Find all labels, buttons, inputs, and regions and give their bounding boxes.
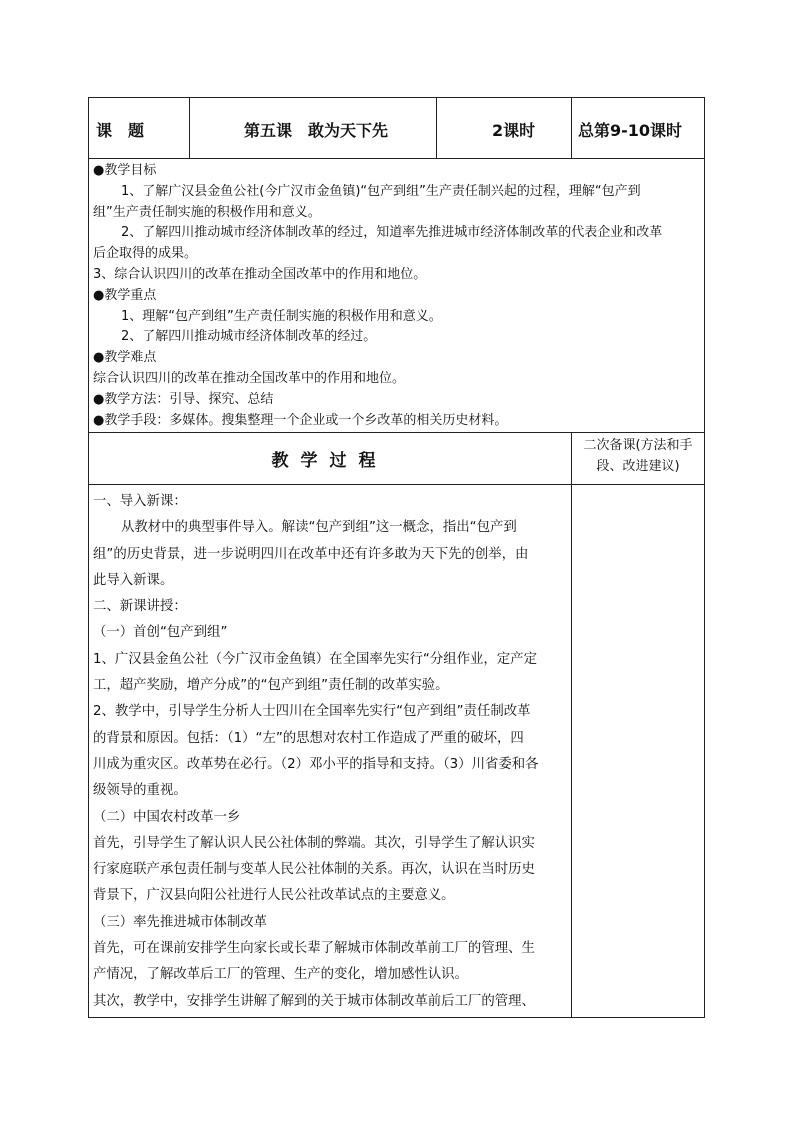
teaching-process-title: 教学过程: [271, 450, 388, 471]
objective-line: 3、综合认识四川的改革在推动全国改革中的作用和地位。: [93, 266, 427, 282]
header-col-divider-2: [436, 97, 437, 158]
process-line: 组”的历史背景，进一步说明四川在改革中还有许多敢为天下先的创举，由: [93, 546, 529, 562]
key-points-heading: ●教学重点: [93, 287, 157, 303]
process-line: 行家庭联产承包责任制与变革人民公社体制的关系。再次，认识在当时历史: [93, 862, 535, 878]
key-point-line: 1、理解“包产到组”生产责任制实施的积极作用和意义。: [121, 308, 442, 324]
process-line: 的背景和原因。包括：（1）“左”的思想对农村工作造成了严重的破坏，四: [93, 730, 524, 746]
process-line: 背景下，广汉县向阳公社进行人民公社改革试点的主要意义。: [93, 888, 455, 904]
process-line: 级领导的重视。: [93, 783, 187, 799]
teaching-process-content: [93, 489, 567, 1017]
process-line: 川成为重灾区。改革势在必行。（2）邓小平的指导和支持。（3）川省委和各: [93, 756, 539, 772]
process-line: 一、导入新课：: [93, 494, 187, 509]
process-line: （一）首创“包产到组”: [93, 625, 228, 641]
process-line: （二）中国农村改革一乡: [93, 809, 241, 825]
process-line: 二、新课讲授：: [93, 599, 187, 615]
lesson-hours: 2课时: [492, 120, 536, 140]
process-line: 从教材中的典型事件导入。解读“包产到组”这一概念，指出“包产到: [121, 520, 517, 536]
objective-line: 1、了解广汉县金鱼公社(今广汉市金鱼镇)“包产到组”生产责任制兴起的过程，理解“包产到: [121, 183, 641, 199]
header-divider: [88, 158, 705, 159]
objective-line: 组”生产责任制实施的积极作用和意义。: [93, 204, 321, 220]
key-point-line: 2、了解四川推动城市经济体制改革的经过。: [121, 329, 377, 345]
process-line: 1、广汉县金鱼公社（今广汉市金鱼镇）在全国率先实行“分组作业，定产定: [93, 651, 537, 667]
process-line: 产情况，了解改革后工厂的管理、生产的变化，增加感性认识。: [93, 967, 468, 983]
process-line: 工，超产奖励，增产分成”的“包产到组”责任制的改革实验。: [93, 678, 449, 694]
process-line: 首先，可在课前安排学生向家长或长辈了解城市体制改革前工厂的管理、生: [93, 941, 535, 957]
process-line: 2、教学中，引导学生分析人士四川在全国率先实行“包产到组”责任制改革: [93, 704, 531, 720]
header-col-divider-1: [189, 97, 190, 158]
total-hours: 总第9-10课时: [578, 120, 683, 140]
process-line: 其次，教学中，安排学生讲解了解到的关于城市体制改革前后工厂的管理、: [93, 993, 535, 1009]
objectives-section: [93, 161, 701, 431]
process-line: 首先，引导学生了解认识人民公社体制的弊端。其次，引导学生了解认识实: [93, 835, 535, 851]
notes-column-divider: [571, 432, 572, 1018]
difficulty-line: 综合认识四川的改革在推动全国改革中的作用和地位。: [93, 370, 406, 386]
process-line: （三）率先推进城市体制改革: [93, 914, 268, 930]
teaching-means: ●教学手段：多媒体。搜集整理一个企业或一个乡改革的相关历史材料。: [93, 412, 508, 428]
difficulty-heading: ●教学难点: [93, 350, 157, 366]
subject-label: 课 题: [96, 120, 145, 140]
process-header-divider: [88, 484, 705, 485]
objective-line: 2、了解四川推动城市经济体制改革的经过，知道率先推进城市经济体制改革的代表企业和改革: [121, 225, 663, 241]
objective-line: 后企取得的成果。: [93, 246, 198, 262]
teaching-methods: ●教学方法：引导、探究、总结: [93, 391, 274, 407]
second-prep-notes-title: 二次备课(方法和手段、改进建议): [583, 438, 693, 474]
objectives-heading: ●教学目标: [93, 163, 157, 178]
header-col-divider-3: [571, 97, 572, 158]
lesson-title: 第五课 敢为天下先: [244, 120, 389, 140]
process-line: 此导入新课。: [93, 572, 174, 588]
